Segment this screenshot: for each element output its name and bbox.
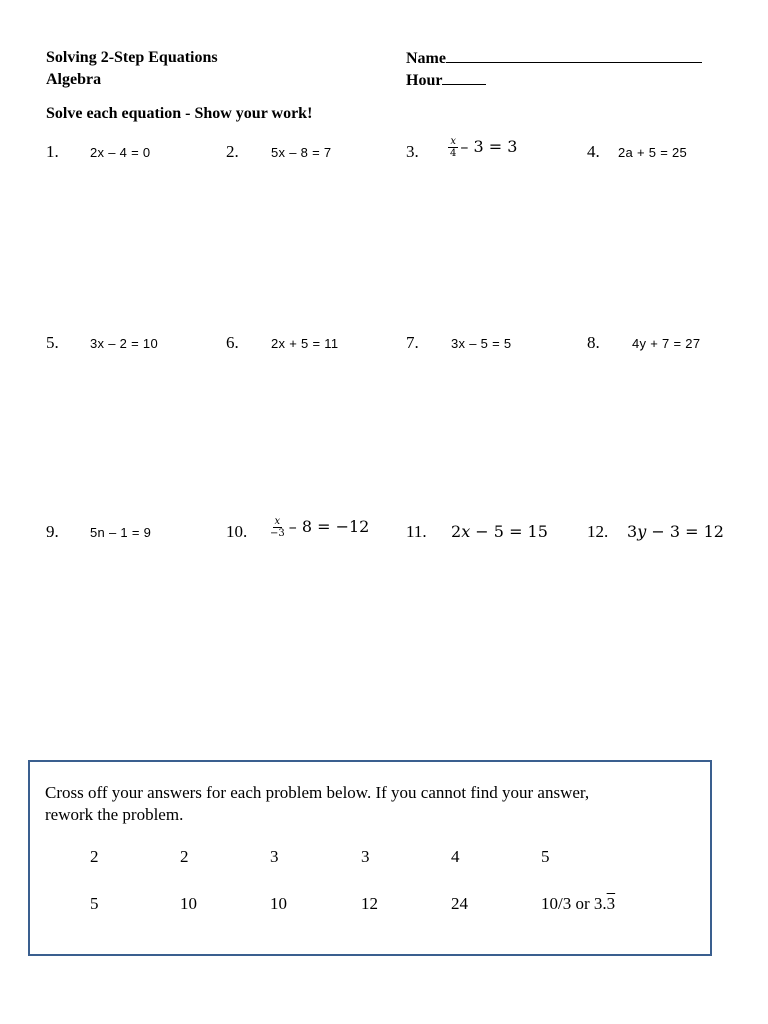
problem-number: 8.: [587, 333, 600, 352]
name-field[interactable]: [406, 48, 702, 69]
worksheet-title: Solving 2-Step Equations: [46, 49, 218, 66]
instructions: Solve each equation - Show your work!: [46, 105, 313, 122]
equation-rest: – 3 = 3: [460, 137, 518, 156]
answer-choice-prefix: 10/3 or 3.: [541, 894, 607, 913]
name-label: Name: [406, 50, 446, 67]
fraction: [448, 136, 458, 159]
problem-number: 12.: [587, 522, 609, 541]
answer-box: [28, 760, 712, 956]
fraction-numerator: x: [450, 136, 456, 147]
problem-equation: 4y + 7 = 27: [632, 336, 701, 351]
equation-rest: – 8 = −12: [288, 517, 370, 536]
problem-number: 6.: [226, 333, 239, 352]
problem-equation: 2x – 4 = 0: [90, 145, 151, 160]
answer-choice[interactable]: 10: [180, 894, 197, 913]
problem-equation: 5n – 1 = 9: [90, 525, 152, 540]
hour-label: Hour: [406, 72, 443, 89]
variable: y: [637, 522, 647, 541]
answer-choice[interactable]: 2: [180, 847, 189, 866]
problem-equation: [451, 522, 548, 541]
coefficient: 2: [451, 522, 462, 541]
answer-choice[interactable]: 4: [451, 847, 460, 866]
fraction-denominator: 4: [450, 148, 457, 159]
fraction-numerator: x: [274, 516, 281, 527]
problem-number: 9.: [46, 522, 59, 541]
answer-choice[interactable]: 5: [90, 894, 99, 913]
problem-number: 7.: [406, 333, 419, 352]
hour-underline: [442, 70, 486, 85]
problem-equation: 2a + 5 = 25: [618, 145, 688, 160]
problem-equation: 3x – 2 = 10: [90, 336, 158, 351]
answer-choice[interactable]: 12: [361, 894, 378, 913]
subject-label: Algebra: [46, 71, 102, 88]
problem-equation: 5x – 8 = 7: [271, 145, 332, 160]
answer-choice[interactable]: [541, 894, 615, 914]
problem-number: 2.: [226, 142, 239, 161]
problem-number: 5.: [46, 333, 59, 352]
answer-choice[interactable]: 2: [90, 847, 99, 866]
answer-box-instructions-line1: Cross off your answers for each problem below. If you cannot find your answer,: [45, 783, 590, 802]
answer-choice[interactable]: 3: [361, 847, 370, 866]
problem-equation: [448, 136, 517, 159]
answer-choice[interactable]: 5: [541, 847, 550, 866]
problem-number: 4.: [587, 142, 600, 161]
fraction-denominator: −3: [270, 528, 285, 539]
problem-number: 3.: [406, 142, 419, 161]
problem-number: 10.: [226, 522, 248, 541]
problem-equation: 3x – 5 = 5: [451, 336, 512, 351]
answer-box-instructions-line2: rework the problem.: [45, 805, 184, 824]
coefficient: 3: [627, 522, 638, 541]
problem-equation: [627, 522, 724, 541]
equation-rest: − 3 = 12: [646, 522, 724, 541]
variable: x: [461, 522, 471, 541]
problem-number: 1.: [46, 142, 59, 161]
repeating-digit: 3: [606, 894, 616, 913]
problem-equation: [268, 516, 369, 539]
problem-number: 11.: [406, 522, 427, 541]
name-underline: [446, 48, 702, 63]
answer-choice[interactable]: 24: [451, 894, 468, 913]
equation-rest: − 5 = 15: [470, 522, 548, 541]
answer-choice[interactable]: 10: [270, 894, 287, 913]
answer-choice[interactable]: 3: [270, 847, 279, 866]
fraction: [268, 516, 287, 539]
problem-equation: 2x + 5 = 11: [271, 336, 339, 351]
hour-field[interactable]: [406, 70, 486, 91]
